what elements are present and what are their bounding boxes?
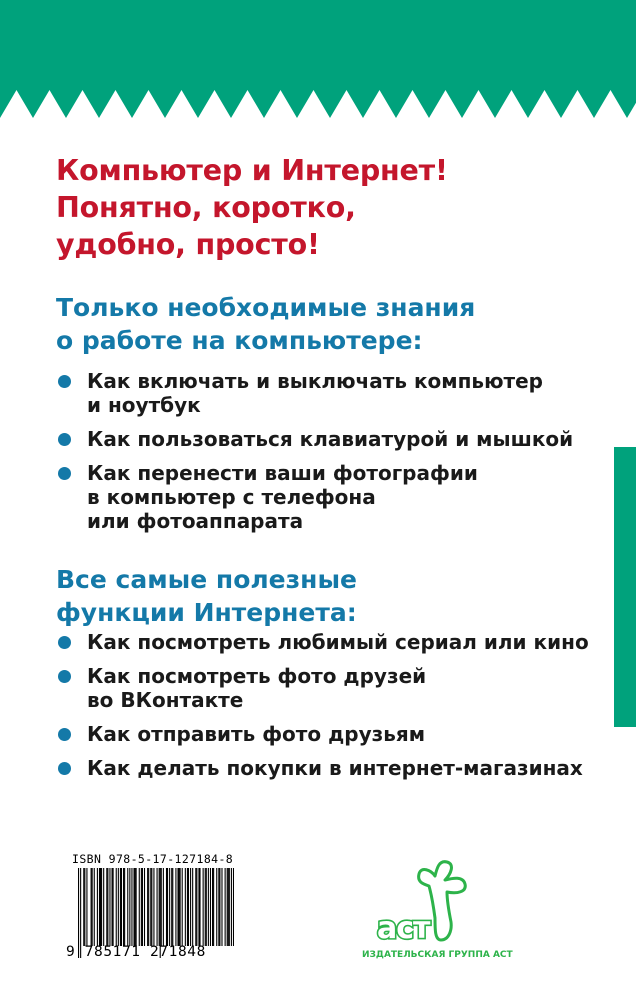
barcode-bar: [113, 868, 114, 946]
barcode-bar: [91, 868, 92, 946]
barcode-bar: [177, 868, 178, 946]
barcode-bar: [231, 868, 232, 946]
barcode-bar: [163, 868, 164, 946]
headline: [56, 152, 616, 263]
barcode-bar: [97, 868, 98, 946]
list-item-line: и ноутбук: [87, 393, 201, 417]
barcode-bar: [112, 868, 113, 946]
barcode-bar: [100, 868, 101, 946]
bullet-dot-icon: [58, 636, 71, 649]
list-item-line: или фотоаппарата: [87, 509, 304, 533]
barcode-bar: [166, 868, 167, 946]
barcode-bar: [188, 868, 189, 946]
barcode-bar: [196, 868, 197, 946]
list-item: [56, 369, 626, 417]
barcode-bar: [139, 868, 140, 946]
barcode-bar: [212, 868, 213, 946]
headline-line-3: удобно, просто!: [56, 228, 320, 261]
list-item-line: Как включать и выключать компьютер: [87, 369, 543, 393]
barcode-bar: [124, 868, 125, 946]
barcode-bar: [167, 868, 168, 946]
barcode-bar: [213, 868, 214, 946]
barcode-bar: [192, 868, 193, 946]
bullet-dot-icon: [58, 728, 71, 741]
barcode-bar: [195, 868, 196, 946]
list-item-line: Как пользоваться клавиатурой и мышкой: [87, 427, 574, 451]
barcode-bar: [120, 868, 121, 946]
bullet-dot-icon: [58, 762, 71, 775]
barcode-bar: [203, 868, 204, 946]
barcode-bar: [121, 868, 122, 946]
list-item-line: Как перенести ваши фотографии: [87, 461, 478, 485]
barcode-bar: [175, 868, 176, 946]
list-item: [56, 427, 626, 451]
barcode-bar: [157, 868, 158, 946]
list-item: [56, 756, 626, 780]
barcode-bar: [185, 868, 186, 946]
list-item-line: Как посмотреть фото друзей: [87, 664, 427, 688]
barcode-bar: [151, 868, 152, 946]
barcode-bar: [221, 868, 222, 946]
bullet-dot-icon: [58, 375, 71, 388]
section-title-computer: [56, 291, 616, 357]
barcode-bar: [171, 868, 172, 946]
barcode-bar: [159, 868, 160, 946]
barcode-bar: [229, 868, 230, 946]
barcode-bar: [190, 868, 191, 946]
barcode-bar: [225, 868, 226, 946]
bullet-dot-icon: [58, 433, 71, 446]
barcode-bar: [141, 868, 142, 946]
barcode-bar: [123, 868, 124, 946]
barcode-bar: [144, 868, 145, 946]
barcode-bar: [205, 868, 206, 946]
list-item: [56, 722, 626, 746]
barcode-bar: [133, 868, 134, 946]
barcode-bar: [92, 868, 93, 946]
barcode-bar: [182, 868, 183, 946]
barcode-bar: [233, 868, 234, 946]
zigzag-shape: [0, 0, 636, 118]
ast-logo-text: аст: [377, 911, 430, 946]
headline-line-1: Компьютер и Интернет!: [56, 154, 448, 187]
barcode-bar: [94, 868, 95, 946]
barcode-bar: [148, 868, 149, 946]
ean-digits: 9 785171 271848: [66, 944, 206, 960]
barcode-bar: [227, 868, 228, 946]
computer-skills-list: [56, 369, 626, 543]
list-item-line: Как отправить фото друзьям: [87, 722, 426, 746]
bullet-dot-icon: [58, 670, 71, 683]
barcode-bar: [153, 868, 154, 946]
list-item: [56, 461, 626, 533]
barcode-bar: [208, 868, 209, 946]
barcode-bar: [135, 868, 136, 946]
barcode-bar: [99, 868, 100, 946]
barcode-bar: [161, 868, 162, 946]
barcode-bar: [218, 868, 219, 946]
section-title-line-1: Только необходимые знания: [56, 293, 476, 322]
barcode-bar: [216, 868, 217, 946]
list-item-line: Как посмотреть любимый сериал или кино: [87, 630, 589, 654]
barcode-bar: [198, 868, 199, 946]
bullet-dot-icon: [58, 467, 71, 480]
barcode-bar: [150, 868, 151, 946]
barcode-bar: [206, 868, 207, 946]
barcode-bar: [179, 868, 180, 946]
barcode-bar: [127, 868, 128, 946]
barcode-bar: [103, 868, 104, 946]
top-zigzag-band: [0, 0, 636, 120]
barcode-bar: [187, 868, 188, 946]
list-item-line: в компьютер с телефона: [87, 485, 376, 509]
barcode-bar: [147, 868, 148, 946]
barcode-bar: [199, 868, 200, 946]
barcode-bar: [172, 868, 173, 946]
isbn-barcode-block: [66, 852, 234, 968]
barcode-bar: [116, 868, 117, 946]
publisher-name: ИЗДАТЕЛЬСКАЯ ГРУППА АСТ: [362, 950, 513, 960]
barcode-bar: [180, 868, 181, 946]
barcode-bar: [219, 868, 220, 946]
section-title-internet: [56, 563, 616, 629]
barcode-bar: [84, 868, 85, 946]
barcode-bar: [129, 868, 130, 946]
barcode-bar: [210, 868, 211, 946]
section-title-line-1: Все самые полезные: [56, 565, 358, 594]
barcode-bar: [106, 868, 107, 946]
barcode-bar: [86, 868, 87, 946]
barcode-bar: [169, 868, 170, 946]
internet-skills-list: [56, 630, 626, 790]
section-title-line-2: функции Интернета:: [56, 598, 357, 627]
list-item: [56, 664, 626, 712]
barcode-bar: [109, 868, 110, 946]
barcode-bar: [228, 868, 229, 946]
barcode-bar: [107, 868, 108, 946]
ast-logo-icon: [373, 858, 489, 948]
section-title-line-2: о работе на компьютере:: [56, 326, 423, 355]
list-item: [56, 630, 626, 654]
barcode-bar: [131, 868, 132, 946]
barcode-bar: [83, 868, 84, 946]
barcode-bar: [136, 868, 137, 946]
headline-line-2: Понятно, коротко,: [56, 191, 356, 224]
barcode-bar: [142, 868, 143, 946]
list-item-line: Как делать покупки в интернет-магазинах: [87, 756, 583, 780]
barcode-bar: [101, 868, 102, 946]
list-item-line: во ВКонтакте: [87, 688, 244, 712]
isbn-label: ISBN 978-5-17-127184-8: [72, 852, 234, 866]
barcode-bar: [118, 868, 119, 946]
